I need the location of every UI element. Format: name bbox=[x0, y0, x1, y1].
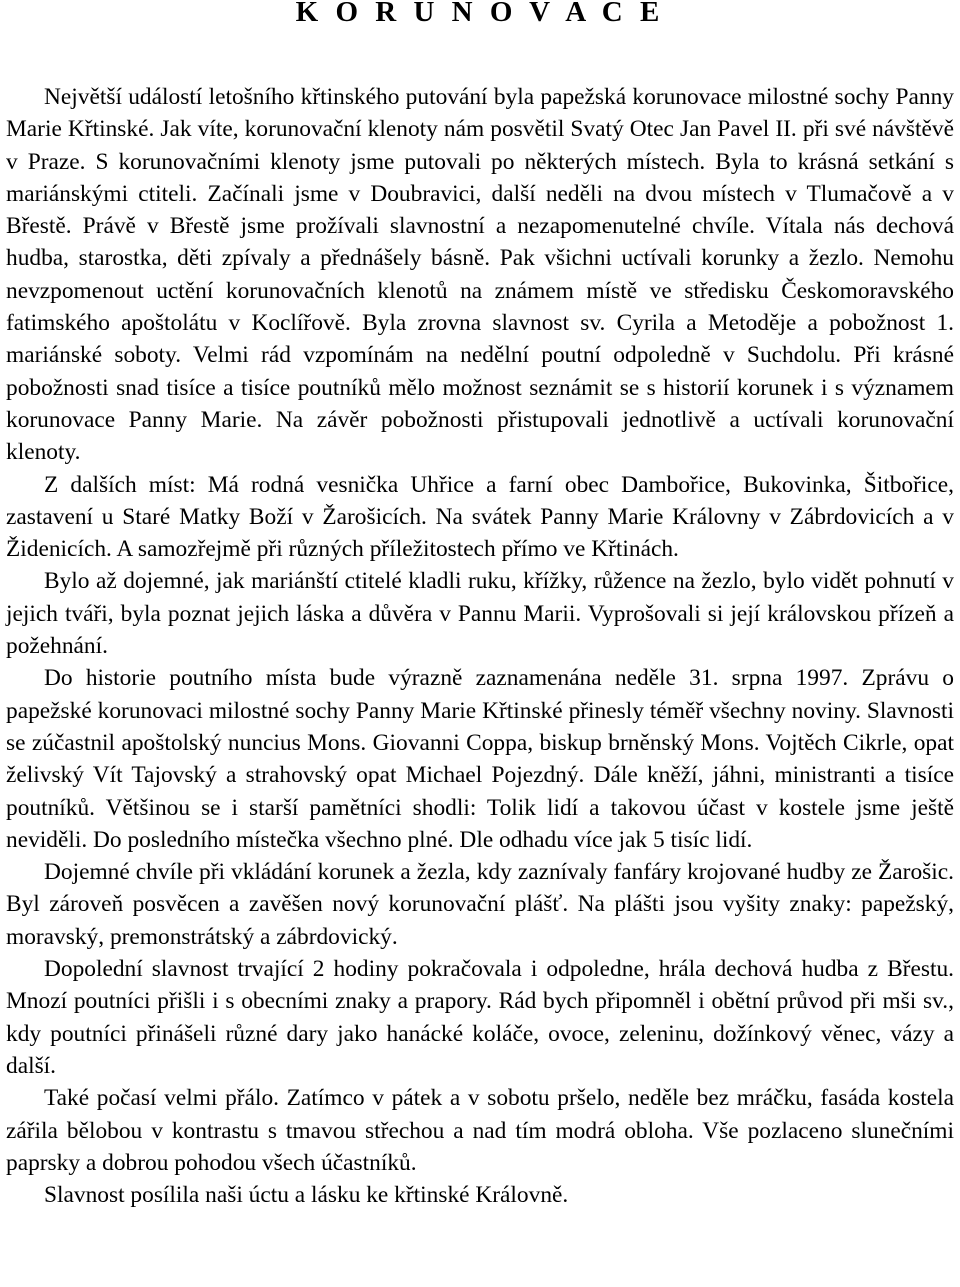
paragraph-1: Největší událostí letošního křtinského putování byla papežská korunovace milostné sochy Panny Marie Křtinské. Jak víte, korunovační klenoty nám posvětil Svatý Otec Jan Pavel II. při své návštěvě v Praze. S korunovačními klenoty jsme putovali po některých místech. Byla to krásná setkání s mariánskými ctiteli. Začínali jsme v Doubravici, další neděli na dvou místech v Tlumačově a v Břestě. Právě v Břestě jsme prožívali slavnostní a nezapomenutelné chvíle. Vítala nás dechová hudba, starostka, děti zpívaly a přednášely básně. Pak všichni uctívali korunky a žezlo. Nemohu nevzpomenout uctění korunovačních klenotů na známem místě ve středisku Českomoravského fatimského apoštolátu v Koclířově. Byla zrovna slavnost sv. Cyrila a Metoděje a pobožnost 1. mariánské soboty. Velmi rád vzpomínám na nedělní poutní odpoledně v Suchdolu. Při krásné pobožnosti snad tisíce a tisíce poutníků mělo možnost seznámit se s historií korunek i s významem korunovace Panny Marie. Na závěr pobožnosti přistupovali jednotlivě a uctívali korunovační klenoty. bbox=[6, 84, 954, 466]
paragraph-8: Slavnost posílila naši úctu a lásku ke křtinské Královně. bbox=[44, 1182, 569, 1209]
paragraph-5: Dojemné chvíle při vkládání korunek a žezla, kdy zaznívaly fanfáry krojované hudby ze Žarošic. Byl zároveň posvěcen a zavěšen nový korunovační plášť. Na plášti jsou vyšity znaky: papežský, moravský, premonstrátský a zábrdovický. bbox=[6, 859, 954, 950]
paragraph-4: Do historie poutního místa bude výrazně zaznamenána neděle 31. srpna 1997. Zprávu o papežské korunovaci milostné sochy Panny Marie Křtinské přinesly téměř všechny noviny. Slavnosti se zúčastnil apoštolský nuncius Mons. Giovanni Coppa, biskup brněnský Mons. Vojtěch Cikrle, opat želivský Vít Tajovský a strahovský opat Michael Pojezdný. Dále kněží, jáhni, ministranti a tisíce poutníků. Většinou se i starší pamětníci shodli: Tolik lidí a takovou účast v kostele jsme ještě neviděli. Do posledního místečka všechno plné. Dle odhadu více jak 5 tisíc lidí. bbox=[6, 665, 954, 853]
document-body bbox=[6, 81, 954, 1211]
paragraph-2: Z dalších míst: Má rodná vesnička Uhřice a farní obec Dambořice, Bukovinka, Šitbořice, zastavení u Staré Matky Boží v Žarošicích. Na svátek Panny Marie Královny v Zábrdovicích a v Židenicích. A samozřejmě při různých příležitostech přímo ve Křtinách. bbox=[6, 471, 954, 563]
document-title: K O R U N O V A C E bbox=[295, 0, 665, 28]
paragraph-6: Dopolední slavnost trvající 2 hodiny pokračovala i odpoledne, hrála dechová hudba z Břestu. Mnozí poutníci přišli i s obecními znaky a prapory. Rád bych připomněl i obětní průvod při mši sv., kdy poutníci přinášeli různé dary jako hanácké koláče, ovoce, zeleninu, dožínkový věnec, vázy a další. bbox=[6, 956, 954, 1079]
paragraph-7: Také počasí velmi přálo. Zatímco v pátek a v sobotu pršelo, neděle bez mráčku, fasáda kostela zářila bělobou v kontrastu s tmavou střechou a nad tím modrá obloha. Vše pozlaceno slunečními paprsky a dobrou pohodou všech účastníků. bbox=[6, 1085, 954, 1176]
paragraph-3: Bylo až dojemné, jak mariánští ctitelé kladli ruku, křížky, růžence na žezlo, bylo vidět pohnutí v jejich tváři, byla poznat jejich láska a důvěra v Pannu Marii. Vyprošovali si její královskou přízeň a požehnání. bbox=[6, 568, 954, 660]
